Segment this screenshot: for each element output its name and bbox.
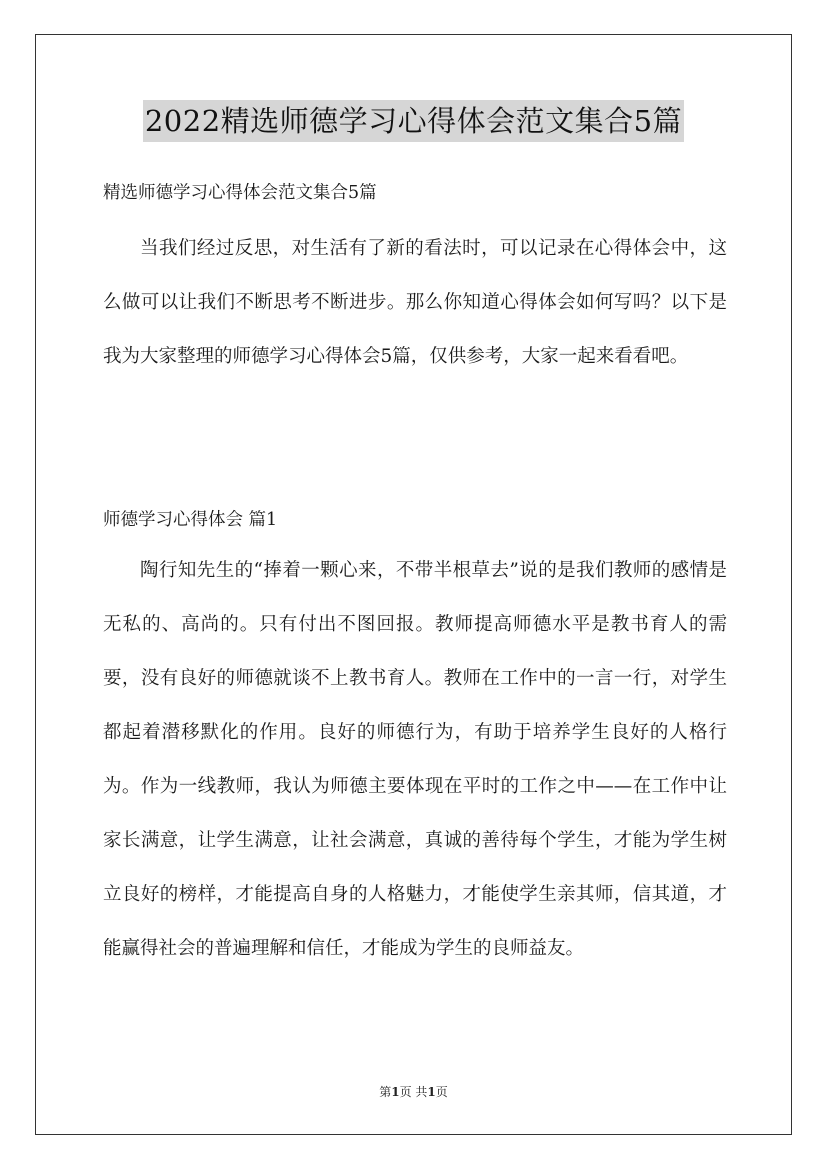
page-suffix: 页	[435, 1085, 448, 1099]
document-subtitle: 精选师德学习心得体会范文集合5篇	[103, 183, 377, 203]
page-current-number: 1	[391, 1085, 400, 1099]
document-title: 2022精选师德学习心得体会范文集合5篇	[143, 100, 684, 142]
title-container	[0, 100, 827, 142]
page-total-number: 1	[427, 1085, 436, 1099]
body-paragraph: 陶行知先生的“捧着一颗心来，不带半根草去”说的是我们教师的感情是无私的、高尚的。只有付出不图回报。教师提高师德水平是教书育人的需要，没有良好的师德就谈不上教书育人。教师在工作中的一言一行，对学生都起着潜移默化的作用。良好的师德行为，有助于培养学生良好的人格行为。作为一线教师，我认为师德主要体现在平时的工作之中——在工作中让家长满意，让学生满意，让社会满意，真诚的善待每个学生，才能为学生树立良好的榜样，才能提高自身的人格魅力，才能使学生亲其师，信其道，才能赢得社会的普遍理解和信任，才能成为学生的良师益友。	[103, 560, 727, 959]
intro-paragraph: 当我们经过反思，对生活有了新的看法时，可以记录在心得体会中，这么做可以让我们不断思考不断进步。那么你知道心得体会如何写吗？以下是我为大家整理的师德学习心得体会5篇，仅供参考，大家一起来看看吧。	[103, 238, 727, 367]
page-footer	[0, 1083, 827, 1101]
page-mid: 页 共	[399, 1085, 428, 1099]
section-heading: 师德学习心得体会 篇1	[103, 510, 278, 530]
page-prefix: 第	[379, 1085, 392, 1099]
